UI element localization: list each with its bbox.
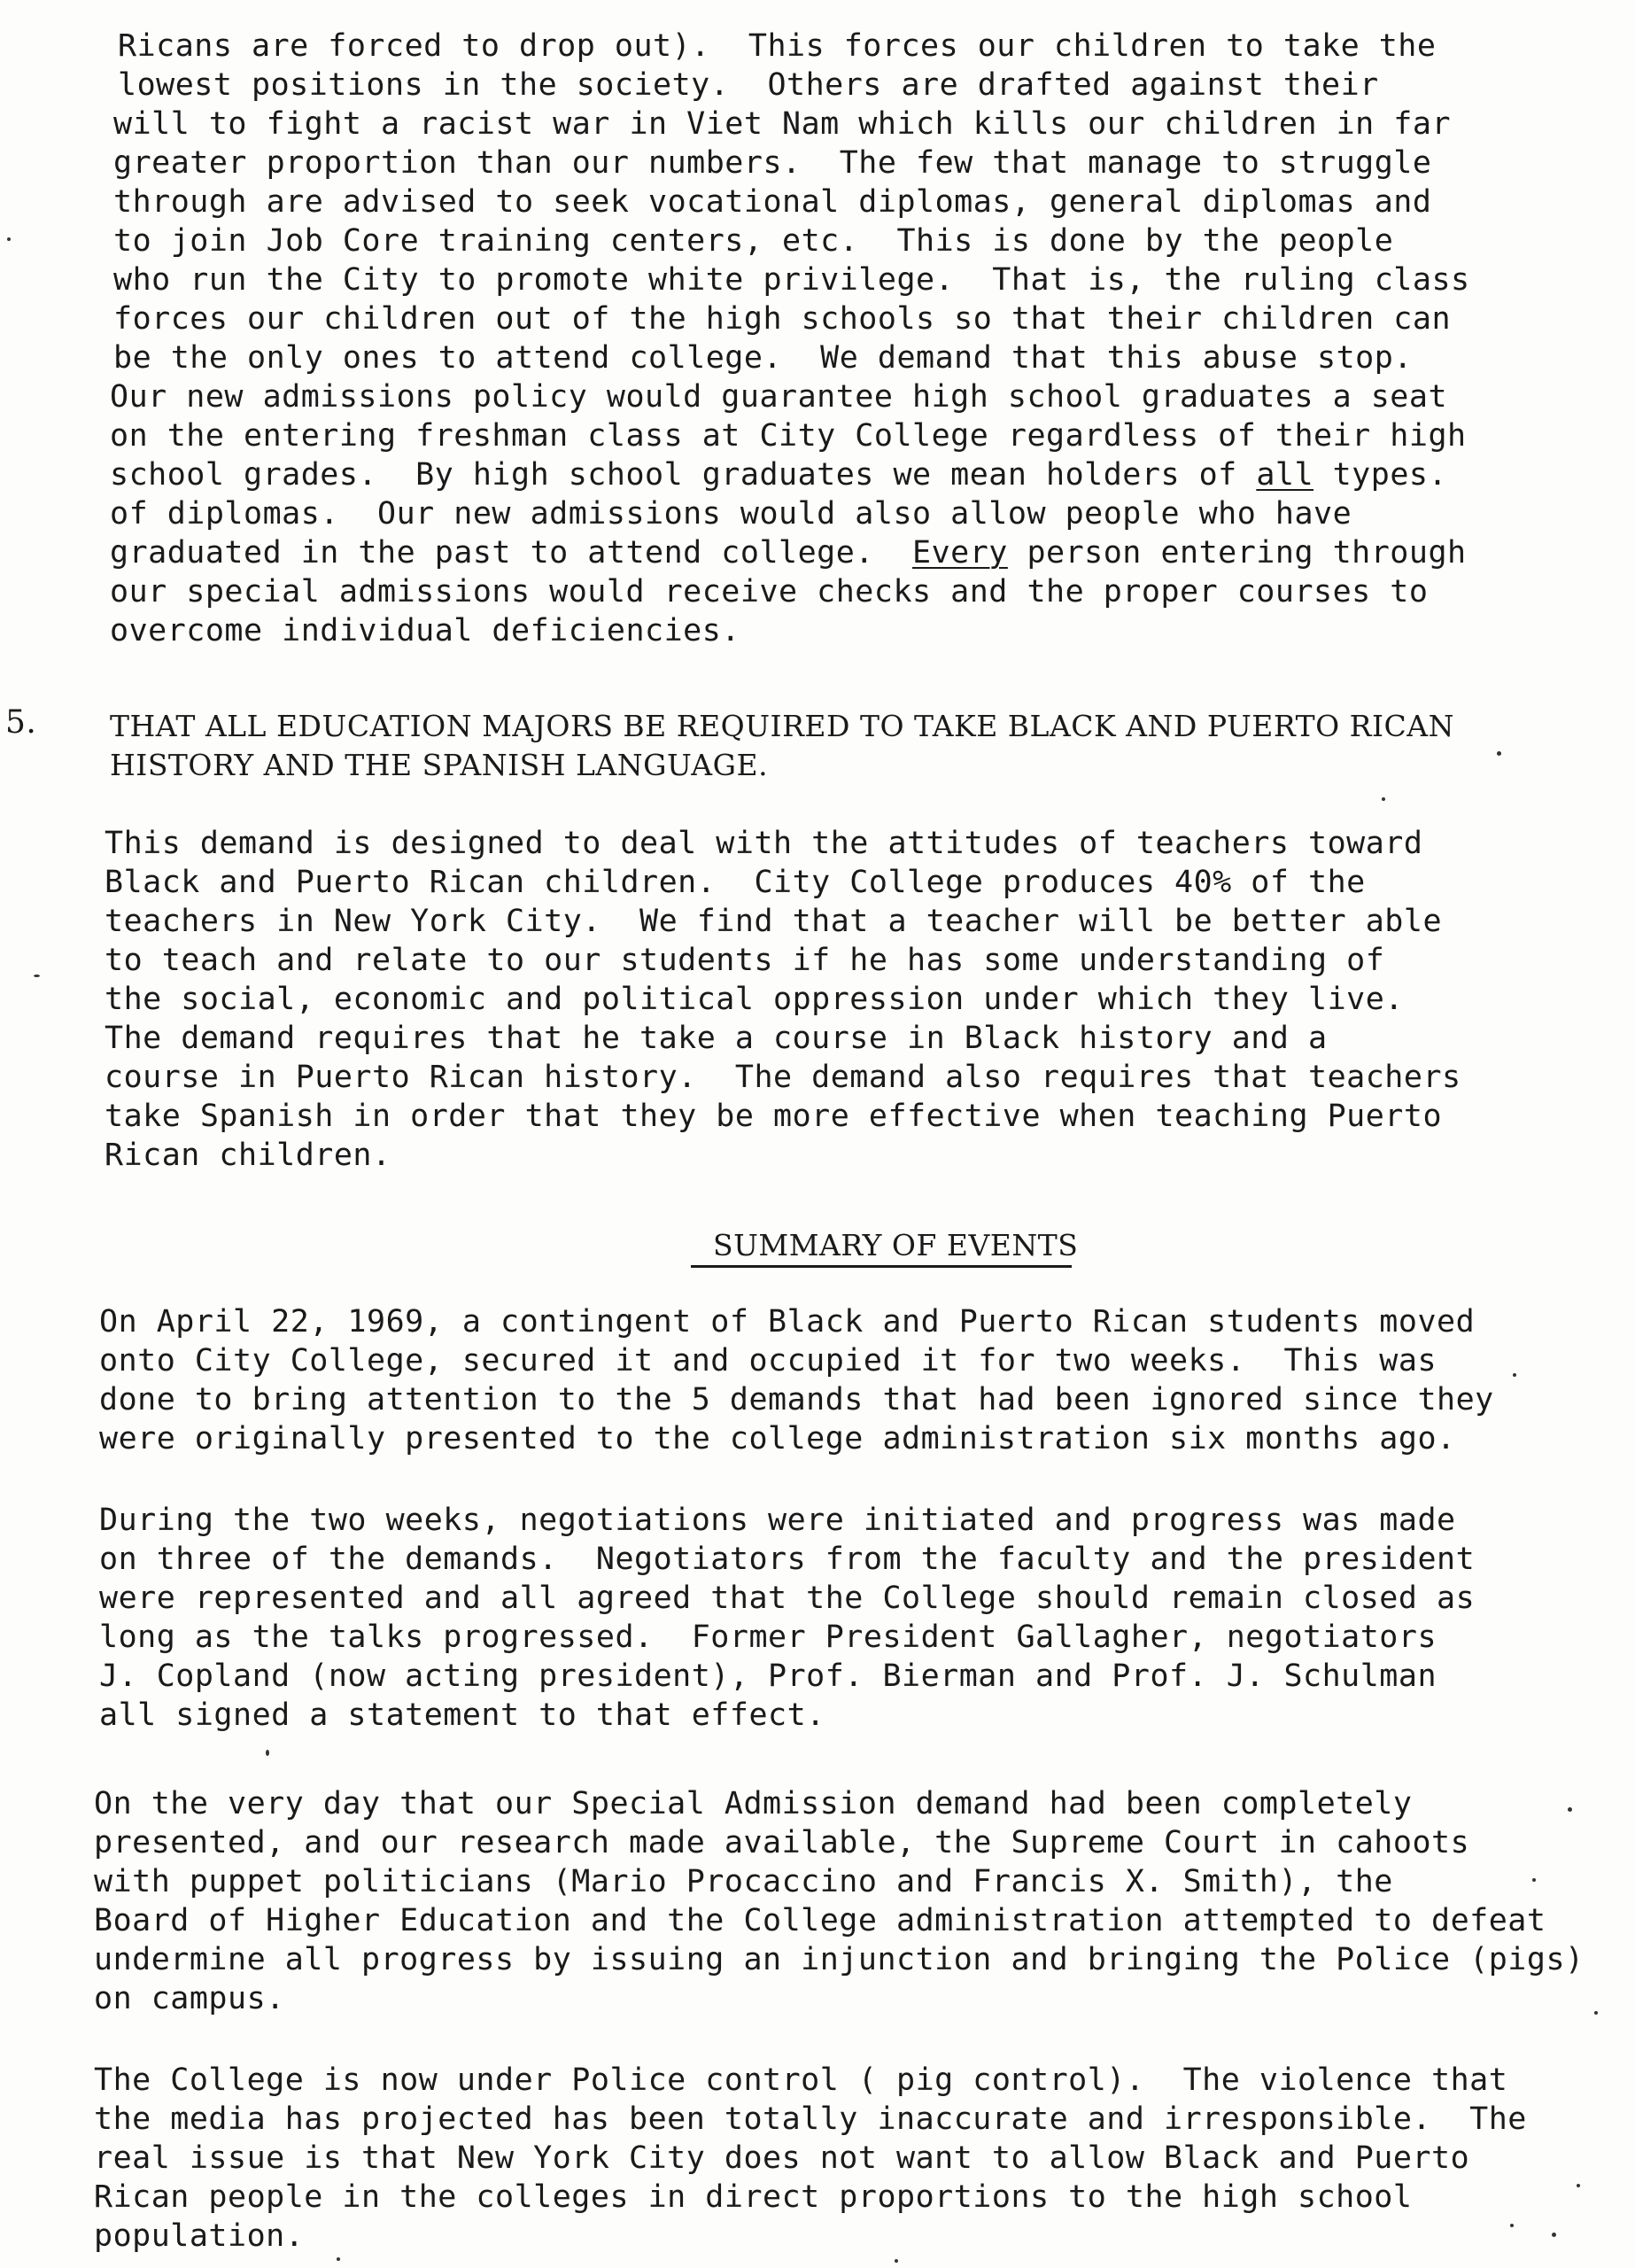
scan-speck [1513, 1373, 1516, 1377]
text-line: The College is now under Police control ( pig control). The violence that [94, 2062, 1508, 2098]
scan-speck [34, 975, 40, 977]
text-line: teachers in New York City. We find that a teacher will be better able [105, 904, 1443, 939]
text-line: the media has projected has been totally inaccurate and irresponsible. The [94, 2101, 1527, 2137]
text-line: greater proportion than our numbers. The few that manage to struggle [113, 145, 1432, 181]
text-line: through are advised to seek vocational diplomas, general diplomas and [113, 184, 1432, 220]
text-line: This demand is designed to deal with the attitudes of teachers toward [105, 826, 1423, 861]
scan-speck [895, 2259, 898, 2263]
scan-speck [1552, 2233, 1556, 2237]
text-line: who run the City to promote white privilege. That is, the ruling class [113, 262, 1470, 298]
text-segment: person entering through [1007, 535, 1467, 571]
text-line: the social, economic and political oppression under which they live. [105, 982, 1404, 1017]
text-line: course in Puerto Rican history. The demand also requires that teachers [105, 1060, 1461, 1095]
text-line: Black and Puerto Rican children. City College produces 40% of the [105, 865, 1366, 900]
text-line [110, 533, 1467, 572]
scan-speck [1594, 2011, 1598, 2015]
scan-speck [1497, 751, 1501, 756]
text-line: of diplomas. Our new admissions would also allow people who have [110, 496, 1352, 532]
text-line: presented, and our research made available, the Supreme Court in cahoots [94, 1825, 1470, 1860]
text-line: on campus. [94, 1981, 285, 2016]
text-line: overcome individual deficiencies. [110, 613, 740, 649]
heading-underline [691, 1265, 1072, 1268]
text-line: will to fight a racist war in Viet Nam which kills our children in far [113, 106, 1452, 142]
text-segment: school grades. By high school graduates we mean holders of [110, 457, 1257, 493]
scan-speck [1568, 1807, 1572, 1812]
text-line: On the very day that our Special Admission demand had been completely [94, 1786, 1413, 1821]
scan-speck [266, 1750, 269, 1756]
text-line: all signed a statement to that effect. [99, 1697, 825, 1733]
text-line: Our new admissions policy would guarantee high school graduates a seat [110, 379, 1448, 415]
text-line: Rican people in the colleges in direct proportions to the high school [94, 2179, 1413, 2215]
scan-speck [337, 2257, 340, 2261]
text-line: J. Copland (now acting president), Prof. Bierman and Prof. J. Schulman [99, 1658, 1437, 1694]
text-line: forces our children out of the high schools so that their children can [113, 301, 1452, 337]
text-line: with puppet politicians (Mario Procaccino and Francis X. Smith), the [94, 1864, 1393, 1899]
text-segment: graduated in the past to attend college. [110, 535, 913, 571]
scan-speck [7, 237, 11, 241]
text-line: to teach and relate to our students if he has some understanding of [105, 943, 1385, 978]
text-line: population. [94, 2218, 305, 2254]
text-line: Rican children. [105, 1138, 391, 1173]
text-segment: types. [1313, 457, 1448, 493]
text-line: long as the talks progressed. Former President Gallagher, negotiators [99, 1619, 1437, 1655]
text-line: The demand requires that he take a course in Black history and a [105, 1021, 1328, 1056]
text-line [110, 455, 1447, 494]
emphasis-every: Every [912, 535, 1008, 571]
demand-number: 5. [5, 704, 37, 741]
emphasis-all: all [1256, 457, 1314, 493]
demand-title-line: HISTORY AND THE SPANISH LANGUAGE. [110, 748, 769, 782]
text-line: done to bring attention to the 5 demands that had been ignored since they [99, 1382, 1494, 1418]
scan-speck [1510, 2224, 1514, 2227]
text-line: be the only ones to attend college. We demand that this abuse stop. [113, 340, 1413, 376]
scan-speck [1532, 1878, 1536, 1882]
text-line: Board of Higher Education and the College administration attempted to defeat [94, 1903, 1546, 1938]
text-line: Ricans are forced to drop out). This forces our children to take the [118, 28, 1437, 64]
text-line: onto City College, secured it and occupied it for two weeks. This was [99, 1343, 1437, 1379]
demand-title-line: THAT ALL EDUCATION MAJORS BE REQUIRED TO TAKE BLACK AND PUERTO RICAN [110, 709, 1455, 743]
text-line: take Spanish in order that they be more effective when teaching Puerto [105, 1099, 1443, 1134]
scan-speck [1382, 797, 1385, 801]
text-line: our special admissions would receive checks and the proper courses to [110, 574, 1429, 610]
text-line: real issue is that New York City does not want to allow Black and Puerto [94, 2140, 1470, 2176]
text-line: were originally presented to the college administration six months ago. [99, 1421, 1456, 1456]
text-line: on three of the demands. Negotiators from the faculty and the president [99, 1542, 1476, 1577]
section-heading: SUMMARY OF EVENTS [713, 1228, 1079, 1262]
text-line: During the two weeks, negotiations were initiated and progress was made [99, 1503, 1456, 1538]
text-line: were represented and all agreed that the College should remain closed as [99, 1581, 1476, 1616]
text-line: undermine all progress by issuing an injunction and bringing the Police (pigs) [94, 1942, 1585, 1977]
scan-speck [1577, 2184, 1580, 2187]
text-line: lowest positions in the society. Others are drafted against their [118, 67, 1379, 103]
text-line: to join Job Core training centers, etc. This is done by the people [113, 223, 1394, 259]
text-line: On April 22, 1969, a contingent of Black and Puerto Rican students moved [99, 1304, 1476, 1340]
text-line: on the entering freshman class at City College regardless of their high [110, 418, 1467, 454]
